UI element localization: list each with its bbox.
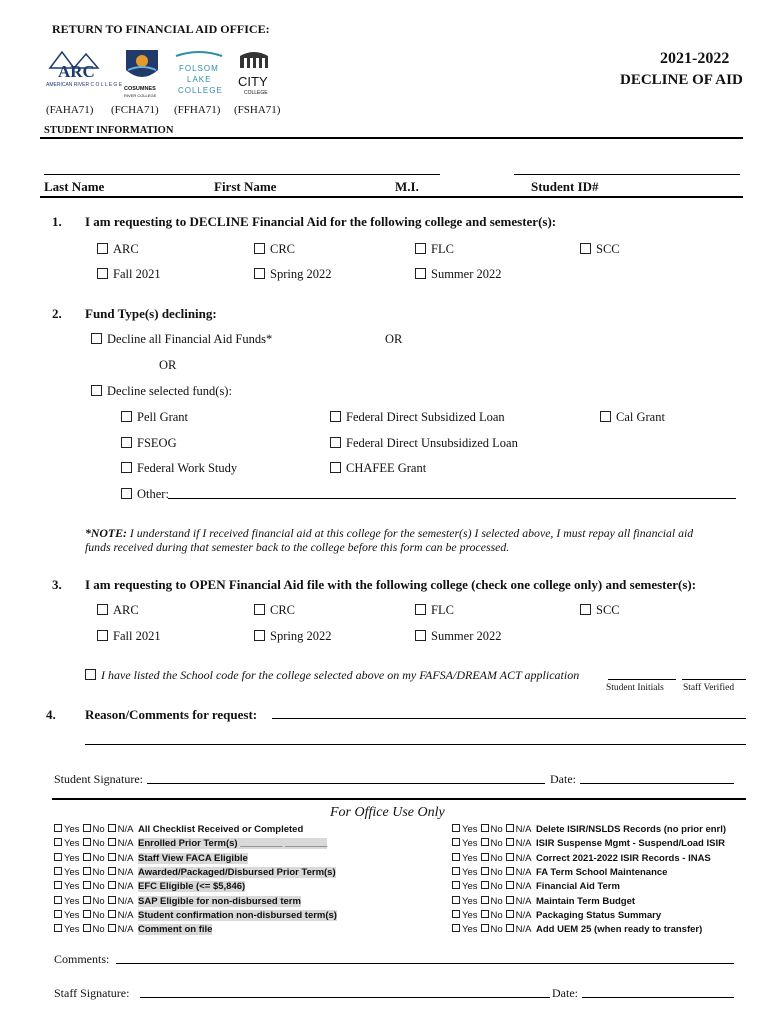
checkbox[interactable] — [600, 411, 611, 422]
option-label: Cal Grant — [616, 410, 665, 424]
option-label: FSEOG — [137, 436, 177, 450]
office-checklist-row — [54, 853, 248, 864]
yes-no-na-options — [452, 838, 536, 849]
no-checkbox[interactable] — [481, 838, 489, 846]
student-signature-label: Student Signature: — [54, 772, 143, 786]
no-option-label: No — [92, 895, 105, 907]
checklist-item-label: Packaging Status Summary — [536, 909, 662, 921]
no-option-label: No — [490, 866, 503, 878]
no-option-label: No — [92, 824, 105, 835]
na-option-label: N/A — [515, 866, 532, 878]
college-code-arc: (FAHA71) — [46, 104, 94, 116]
first-name-label: First Name — [214, 179, 277, 194]
option-label: Summer 2022 — [431, 267, 502, 281]
yes-option-label: Yes — [64, 866, 80, 878]
na-checkbox[interactable] — [506, 824, 514, 832]
flc-logo-text: FOLSOM — [179, 64, 219, 73]
checkbox[interactable] — [415, 630, 426, 641]
section-2-number: 2. — [52, 306, 62, 321]
office-checklist-row — [54, 896, 301, 907]
yes-option-label: Yes — [462, 824, 478, 835]
yes-no-na-options — [452, 867, 536, 878]
checkbox[interactable] — [415, 243, 426, 254]
no-checkbox[interactable] — [83, 867, 91, 875]
na-checkbox[interactable] — [108, 896, 116, 904]
option-label: Federal Direct Subsidized Loan — [346, 410, 505, 424]
checklist-item-label: Financial Aid Term — [536, 881, 620, 893]
no-option-label: No — [92, 909, 105, 921]
na-option-label: N/A — [117, 866, 134, 878]
checklist-item-label: Awarded/Packaged/Disbursed Prior Term(s) — [138, 866, 336, 878]
yes-checkbox[interactable] — [54, 867, 62, 875]
open-college-flc[interactable] — [415, 603, 454, 618]
yes-checkbox[interactable] — [452, 853, 460, 861]
section-3-number: 3. — [52, 577, 62, 592]
office-checklist-row — [54, 910, 337, 921]
flc-logo-text2: LAKE — [187, 75, 212, 84]
yes-checkbox[interactable] — [54, 838, 62, 846]
section-4-number: 4. — [46, 707, 56, 722]
yes-option-label: Yes — [462, 852, 478, 864]
yes-checkbox[interactable] — [54, 896, 62, 904]
section-1-number: 1. — [52, 214, 62, 229]
decline-semester-spring[interactable] — [254, 267, 331, 282]
no-checkbox[interactable] — [83, 824, 91, 832]
no-checkbox[interactable] — [83, 881, 91, 889]
yes-checkbox[interactable] — [54, 881, 62, 889]
checklist-item-label: Delete ISIR/NSLDS Records (no prior enrl) — [536, 824, 727, 835]
no-checkbox[interactable] — [481, 896, 489, 904]
office-checklist-row — [452, 824, 726, 835]
no-checkbox[interactable] — [481, 853, 489, 861]
yes-no-na-options — [54, 838, 138, 849]
office-checklist-row — [452, 881, 620, 892]
no-option-label: No — [490, 909, 503, 921]
checkbox[interactable] — [85, 669, 96, 680]
checklist-item-label: Maintain Term Budget — [536, 895, 636, 907]
checkbox[interactable] — [121, 488, 132, 499]
other-fund-input-line[interactable] — [168, 498, 736, 499]
na-option-label: N/A — [117, 924, 134, 936]
flc-logo — [174, 50, 224, 100]
option-label: CHAFEE Grant — [346, 461, 427, 475]
decline-note — [85, 526, 693, 541]
form-title: DECLINE OF AID — [620, 72, 743, 88]
option-label: ARC — [113, 242, 139, 256]
college-code-scc: (FSHA71) — [234, 104, 281, 116]
office-checklist-row — [54, 824, 303, 835]
staff-verified-label: Staff Verified — [683, 683, 735, 693]
crc-logo — [122, 48, 162, 100]
option-label: Summer 2022 — [431, 629, 502, 643]
na-checkbox[interactable] — [108, 853, 116, 861]
student-date-line[interactable] — [580, 783, 734, 784]
yes-no-na-options — [54, 910, 138, 921]
checklist-item-label: Enrolled Prior Term(s) ________ ________ — [138, 838, 328, 850]
checkbox[interactable] — [330, 462, 341, 473]
checklist-item-label: Student confirmation non-disbursed term(s) — [138, 909, 337, 921]
yes-option-label: Yes — [462, 866, 478, 878]
yes-option-label: Yes — [462, 924, 478, 936]
na-option-label: N/A — [515, 838, 532, 850]
decline-college-arc[interactable] — [97, 242, 139, 257]
student-id-label: Student ID# — [531, 179, 599, 194]
na-checkbox[interactable] — [506, 867, 514, 875]
mi-label: M.I. — [395, 179, 419, 194]
section-1-title: I am requesting to DECLINE Financial Aid for the following college and semester(s): — [85, 214, 557, 229]
na-checkbox[interactable] — [108, 838, 116, 846]
student-date-label: Date: — [550, 772, 576, 786]
option-label: SCC — [596, 242, 620, 256]
option-label: Fall 2021 — [113, 267, 161, 281]
no-checkbox[interactable] — [83, 910, 91, 918]
na-option-label: N/A — [117, 838, 134, 850]
option-label: FLC — [431, 242, 454, 256]
no-option-label: No — [490, 924, 503, 936]
yes-checkbox[interactable] — [54, 824, 62, 832]
decline-college-crc[interactable] — [254, 242, 295, 257]
checkbox[interactable] — [254, 604, 265, 615]
checkbox[interactable] — [121, 462, 132, 473]
checkbox[interactable] — [97, 243, 108, 254]
no-checkbox[interactable] — [83, 838, 91, 846]
checklist-item-label: EFC Eligible (<= $5,846) — [138, 881, 246, 893]
student-signature-line[interactable] — [147, 783, 545, 784]
comments-line[interactable] — [116, 963, 734, 964]
fund-subsidized-loan[interactable] — [330, 410, 505, 425]
no-checkbox[interactable] — [481, 924, 489, 932]
yes-option-label: Yes — [462, 909, 478, 921]
college-code-flc: (FFHA71) — [174, 104, 221, 116]
open-college-crc[interactable] — [254, 603, 295, 618]
no-checkbox[interactable] — [481, 867, 489, 875]
staff-signature-line[interactable] — [140, 997, 550, 998]
no-checkbox[interactable] — [83, 853, 91, 861]
na-checkbox[interactable] — [108, 867, 116, 875]
na-checkbox[interactable] — [506, 838, 514, 846]
na-checkbox[interactable] — [506, 853, 514, 861]
decline-college-flc[interactable] — [415, 242, 454, 257]
yes-no-na-options — [54, 853, 138, 864]
na-checkbox[interactable] — [506, 881, 514, 889]
scc-logo-sub: COLLEGE — [244, 90, 268, 96]
na-checkbox[interactable] — [506, 910, 514, 918]
open-semester-fall[interactable] — [97, 629, 161, 644]
reason-input-line-2[interactable] — [85, 744, 746, 745]
yes-option-label: Yes — [64, 881, 80, 893]
note-text-line-1: I understand if I received financial aid at this college for the semester(s) I selected above, I must repay all financial aid — [126, 526, 694, 540]
yes-checkbox[interactable] — [452, 838, 460, 846]
yes-option-label: Yes — [64, 895, 80, 907]
yes-no-na-options — [54, 824, 138, 835]
yes-no-na-options — [54, 896, 138, 907]
option-label: Spring 2022 — [270, 267, 332, 281]
no-option-label: No — [92, 852, 105, 864]
checkbox[interactable] — [97, 268, 108, 279]
checklist-item-label: Add UEM 25 (when ready to transfer) — [536, 924, 703, 936]
office-checklist-row — [54, 838, 327, 849]
na-option-label: N/A — [515, 881, 532, 893]
checklist-item-label: All Checklist Received or Completed — [138, 824, 304, 835]
na-option-label: N/A — [515, 924, 532, 936]
return-to-label: RETURN TO FINANCIAL AID OFFICE: — [52, 22, 270, 36]
na-checkbox[interactable] — [108, 924, 116, 932]
office-use-title: For Office Use Only — [330, 805, 445, 820]
arc-logo — [46, 50, 123, 100]
checkbox[interactable] — [580, 243, 591, 254]
yes-option-label: Yes — [462, 895, 478, 907]
yes-checkbox[interactable] — [452, 824, 460, 832]
yes-checkbox[interactable] — [452, 867, 460, 875]
fund-pell-grant[interactable] — [121, 410, 188, 425]
yes-no-na-options — [54, 867, 138, 878]
na-checkbox[interactable] — [506, 896, 514, 904]
option-label: Federal Direct Unsubsidized Loan — [346, 436, 518, 450]
option-label: CRC — [270, 242, 296, 256]
scc-logo — [236, 48, 276, 100]
yes-no-na-options — [452, 853, 536, 864]
checklist-item-label: Correct 2021-2022 ISIR Records - INAS — [536, 852, 711, 864]
checkbox[interactable] — [91, 333, 102, 344]
yes-no-na-options — [452, 824, 536, 835]
office-checklist-row — [54, 867, 336, 878]
checkbox[interactable] — [91, 385, 102, 396]
fund-unsubsidized-loan[interactable] — [330, 436, 518, 451]
fund-other[interactable] — [121, 487, 169, 502]
checkbox[interactable] — [121, 411, 132, 422]
yes-option-label: Yes — [64, 909, 80, 921]
no-option-label: No — [490, 881, 503, 893]
scc-logo-text: CITY — [238, 74, 268, 89]
decline-all-funds[interactable] — [91, 332, 272, 347]
no-option-label: No — [490, 852, 503, 864]
na-checkbox[interactable] — [506, 924, 514, 932]
checkbox[interactable] — [330, 437, 341, 448]
checkbox[interactable] — [254, 630, 265, 641]
checkbox[interactable] — [97, 630, 108, 641]
option-label: Decline all Financial Aid Funds* — [107, 332, 273, 346]
office-checklist-row — [452, 853, 711, 864]
student-initials-label: Student Initials — [606, 683, 664, 693]
staff-date-label: Date: — [552, 986, 578, 1000]
no-option-label: No — [92, 881, 105, 893]
na-option-label: N/A — [117, 909, 134, 921]
yes-option-label: Yes — [462, 881, 478, 893]
option-label: ARC — [113, 603, 139, 617]
option-label: Other: — [137, 487, 169, 501]
checkbox[interactable] — [580, 604, 591, 615]
option-label: Federal Work Study — [137, 461, 238, 475]
open-college-arc[interactable] — [97, 603, 139, 618]
arc-logo-sub: AMERICAN RIVER C O L L E G E — [46, 82, 123, 88]
divider — [40, 137, 743, 139]
open-college-scc[interactable] — [580, 603, 620, 618]
decline-selected-funds[interactable] — [91, 384, 232, 399]
yes-option-label: Yes — [64, 838, 80, 850]
or-label: OR — [159, 358, 177, 372]
office-checklist-row — [54, 881, 245, 892]
yes-checkbox[interactable] — [54, 910, 62, 918]
yes-no-na-options — [452, 896, 536, 907]
checklist-item-label: Staff View FACA Eligible — [138, 852, 248, 864]
na-option-label: N/A — [117, 881, 134, 893]
office-checklist-row — [54, 924, 212, 935]
school-code-text: I have listed the School code for the college selected above on my FAFSA/DREAM ACT application — [101, 668, 580, 682]
staff-signature-label: Staff Signature: — [54, 986, 130, 1000]
checklist-item-label: ISIR Suspense Mgmt - Suspend/Load ISIR — [536, 838, 725, 850]
college-code-crc: (FCHA71) — [111, 104, 159, 116]
yes-checkbox[interactable] — [452, 896, 460, 904]
no-option-label: No — [490, 824, 503, 835]
yes-checkbox[interactable] — [452, 881, 460, 889]
yes-no-na-options — [452, 924, 536, 935]
or-label: OR — [385, 332, 403, 346]
office-checklist-row — [452, 867, 667, 878]
reason-input-line[interactable] — [272, 718, 746, 719]
yes-checkbox[interactable] — [54, 853, 62, 861]
checkbox[interactable] — [330, 411, 341, 422]
option-label: Spring 2022 — [270, 629, 332, 643]
checkbox[interactable] — [254, 268, 265, 279]
checkbox[interactable] — [415, 604, 426, 615]
last-name-label: Last Name — [44, 179, 105, 194]
no-checkbox[interactable] — [83, 924, 91, 932]
option-label: FLC — [431, 603, 454, 617]
na-option-label: N/A — [515, 824, 532, 835]
checkbox[interactable] — [97, 604, 108, 615]
divider — [40, 196, 743, 198]
decline-semester-summer[interactable] — [415, 267, 501, 282]
checkbox[interactable] — [121, 437, 132, 448]
no-checkbox[interactable] — [481, 910, 489, 918]
no-option-label: No — [92, 838, 105, 850]
office-checklist-row — [452, 838, 725, 849]
crc-logo-sub: RIVER COLLEGE — [124, 93, 157, 98]
yes-checkbox[interactable] — [452, 910, 460, 918]
no-option-label: No — [92, 866, 105, 878]
student-id-field-line[interactable] — [514, 174, 740, 175]
yes-checkbox[interactable] — [452, 924, 460, 932]
checklist-item-label: SAP Eligible for non-disbursed term — [138, 895, 301, 907]
no-checkbox[interactable] — [481, 881, 489, 889]
yes-no-na-options — [452, 881, 536, 892]
office-checklist-row — [452, 896, 635, 907]
fund-cal-grant[interactable] — [600, 410, 665, 425]
checkbox[interactable] — [415, 268, 426, 279]
na-option-label: N/A — [117, 852, 134, 864]
no-checkbox[interactable] — [83, 896, 91, 904]
student-info-label: STUDENT INFORMATION — [44, 125, 174, 136]
form-year: 2021-2022 — [660, 50, 730, 67]
yes-no-na-options — [54, 924, 138, 935]
option-label: Pell Grant — [137, 410, 189, 424]
checklist-item-label: Comment on file — [138, 924, 213, 936]
na-option-label: N/A — [515, 852, 532, 864]
no-checkbox[interactable] — [481, 824, 489, 832]
no-option-label: No — [490, 838, 503, 850]
section-3-title: I am requesting to OPEN Financial Aid file with the following college (check one college only) and semester(s): — [85, 577, 697, 592]
checkbox[interactable] — [254, 243, 265, 254]
na-option-label: N/A — [117, 895, 134, 907]
option-label: CRC — [270, 603, 296, 617]
option-label: Fall 2021 — [113, 629, 161, 643]
na-option-label: N/A — [117, 824, 134, 835]
name-field-line[interactable] — [44, 174, 440, 175]
decline-college-scc[interactable] — [580, 242, 620, 257]
yes-option-label: Yes — [462, 838, 478, 850]
office-checklist-row — [452, 924, 702, 935]
note-label: *NOTE: — [85, 526, 127, 540]
open-semester-summer[interactable] — [415, 629, 501, 644]
na-checkbox[interactable] — [108, 881, 116, 889]
crc-logo-text: COSUMNES — [124, 86, 156, 92]
staff-date-line[interactable] — [582, 997, 734, 998]
decline-note-line-2: funds received during that semester back to the college before this form can be processed. — [85, 540, 510, 554]
na-option-label: N/A — [515, 895, 532, 907]
yes-option-label: Yes — [64, 824, 80, 835]
yes-option-label: Yes — [64, 852, 80, 864]
office-checklist-row — [452, 910, 661, 921]
yes-option-label: Yes — [64, 924, 80, 936]
fund-fseog[interactable] — [121, 436, 177, 451]
fund-chafee-grant[interactable] — [330, 461, 426, 476]
na-option-label: N/A — [515, 909, 532, 921]
option-label: Decline selected fund(s): — [107, 384, 232, 398]
checklist-item-label: FA Term School Maintenance — [536, 866, 668, 878]
na-checkbox[interactable] — [108, 910, 116, 918]
yes-no-na-options — [54, 881, 138, 892]
yes-checkbox[interactable] — [54, 924, 62, 932]
fund-work-study[interactable] — [121, 461, 237, 476]
open-semester-spring[interactable] — [254, 629, 331, 644]
comments-label: Comments: — [54, 952, 110, 966]
na-checkbox[interactable] — [108, 824, 116, 832]
flc-logo-sub: COLLEGE — [178, 86, 223, 95]
no-option-label: No — [490, 895, 503, 907]
option-label: SCC — [596, 603, 620, 617]
arc-logo-text: ARC — [58, 62, 95, 81]
staff-verified-line[interactable] — [682, 679, 746, 680]
school-code-confirm[interactable] — [85, 668, 579, 683]
section-2-title: Fund Type(s) declining: — [85, 306, 217, 321]
section-4-title: Reason/Comments for request: — [85, 707, 258, 722]
no-option-label: No — [92, 924, 105, 936]
student-initials-line[interactable] — [608, 679, 676, 680]
yes-no-na-options — [452, 910, 536, 921]
divider — [52, 798, 746, 800]
decline-semester-fall[interactable] — [97, 267, 161, 282]
